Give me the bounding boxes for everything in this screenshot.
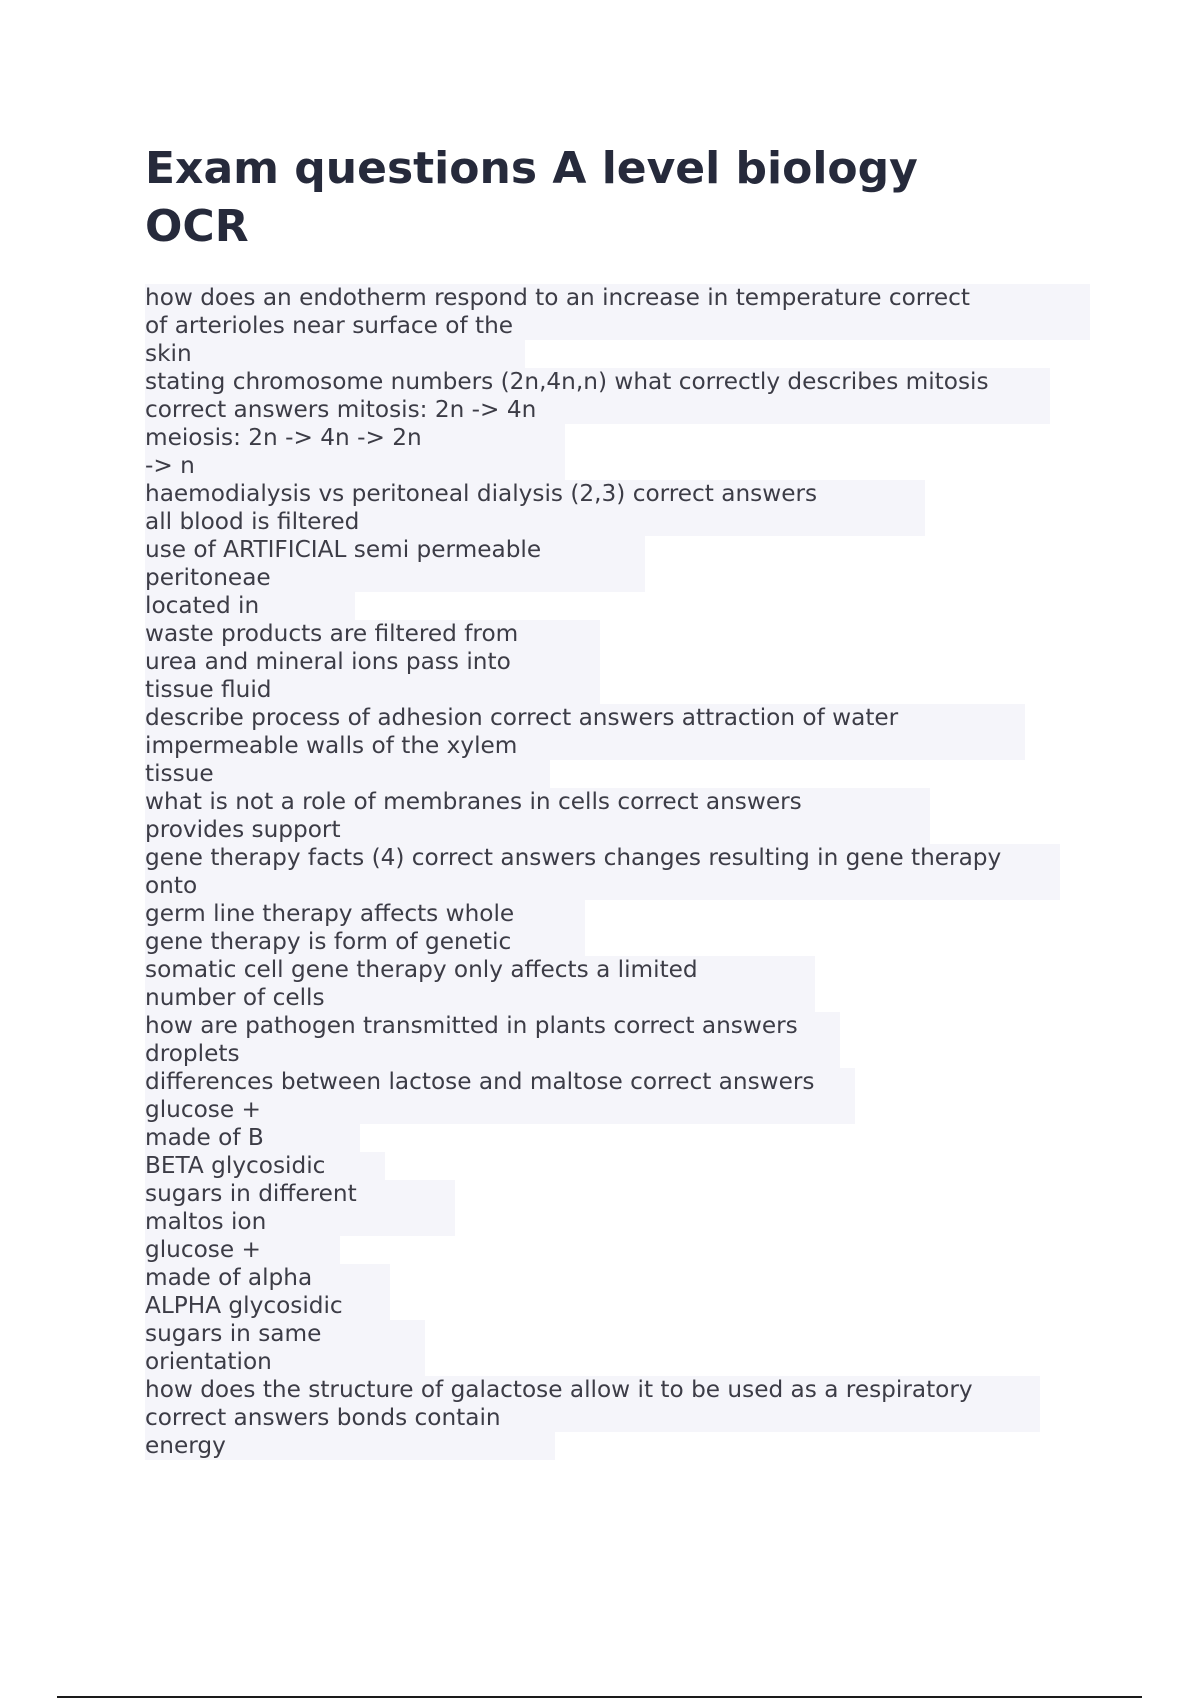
document-body [145,284,1085,1460]
text-line: tissue fluid [145,676,272,703]
text-line: tissue [145,760,214,787]
text-block [145,1068,855,1124]
text-line: BETA glycosidic [145,1152,326,1179]
text-block [145,704,1025,760]
text-line: -> n [145,452,195,479]
title-line-1: Exam questions A level biology [145,143,918,194]
footer-divider [57,1696,1142,1698]
text-line: meiosis: 2n -> 4n -> 2n [145,424,422,451]
text-block [145,368,1050,424]
text-line: use of ARTIFICIAL semi permeable [145,536,542,563]
document-title [145,140,945,256]
text-line: skin [145,340,192,367]
text-line: somatic cell gene therapy only affects a limited [145,956,698,983]
text-line: of arterioles near surface of the [145,312,514,339]
text-line: gene therapy is form of genetic [145,928,512,955]
text-line: number of cells [145,984,325,1011]
text-line: sugars in different [145,1180,357,1207]
text-block [145,1264,390,1320]
text-line: made of B [145,1124,264,1151]
text-block [145,1376,1040,1432]
text-block [145,844,1060,900]
text-line: correct answers mitosis: 2n -> 4n [145,396,537,423]
text-line: made of alpha [145,1264,313,1291]
text-line: located in [145,592,260,619]
text-block [145,340,525,368]
text-line: what is not a role of membranes in cells correct answers [145,788,802,815]
text-block [145,1432,555,1460]
text-line: germ line therapy affects whole [145,900,515,927]
text-line: glucose + [145,1236,261,1263]
text-line: impermeable walls of the xylem [145,732,518,759]
text-line: energy [145,1432,226,1459]
text-block [145,1012,840,1068]
text-line: droplets [145,1040,240,1067]
text-line: correct answers bonds contain [145,1404,501,1431]
text-line: urea and mineral ions pass into [145,648,511,675]
text-block [145,1152,385,1180]
text-line: describe process of adhesion correct answers attraction of water [145,704,899,731]
text-line: maltos ion [145,1208,267,1235]
text-line: stating chromosome numbers (2n,4n,n) what correctly describes mitosis [145,368,989,395]
text-line: onto [145,872,198,899]
text-block [145,1180,455,1236]
title-line-2: OCR [145,201,249,252]
text-line: differences between lactose and maltose correct answers [145,1068,815,1095]
text-line: peritoneae [145,564,271,591]
text-block [145,536,645,592]
text-line: provides support [145,816,341,843]
text-block [145,1236,340,1264]
text-block [145,900,585,956]
text-block [145,760,550,788]
text-line: haemodialysis vs peritoneal dialysis (2,3) correct answers [145,480,818,507]
text-line: ALPHA glycosidic [145,1292,343,1319]
text-block [145,1320,425,1376]
text-block [145,620,600,704]
text-block [145,592,355,620]
text-line: glucose + [145,1096,261,1123]
text-block [145,480,925,536]
text-line: all blood is filtered [145,508,360,535]
text-line: how are pathogen transmitted in plants correct answers [145,1012,798,1039]
text-line: how does an endotherm respond to an increase in temperature correct [145,284,971,311]
text-line: gene therapy facts (4) correct answers changes resulting in gene therapy [145,844,1002,871]
text-line: sugars in same [145,1320,322,1347]
text-line: orientation [145,1348,272,1375]
text-line: waste products are filtered from [145,620,519,647]
text-block [145,956,815,1012]
text-block [145,788,930,844]
text-block [145,1124,360,1152]
text-block [145,424,565,480]
text-line: how does the structure of galactose allow it to be used as a respiratory [145,1376,973,1403]
text-block [145,284,1090,340]
